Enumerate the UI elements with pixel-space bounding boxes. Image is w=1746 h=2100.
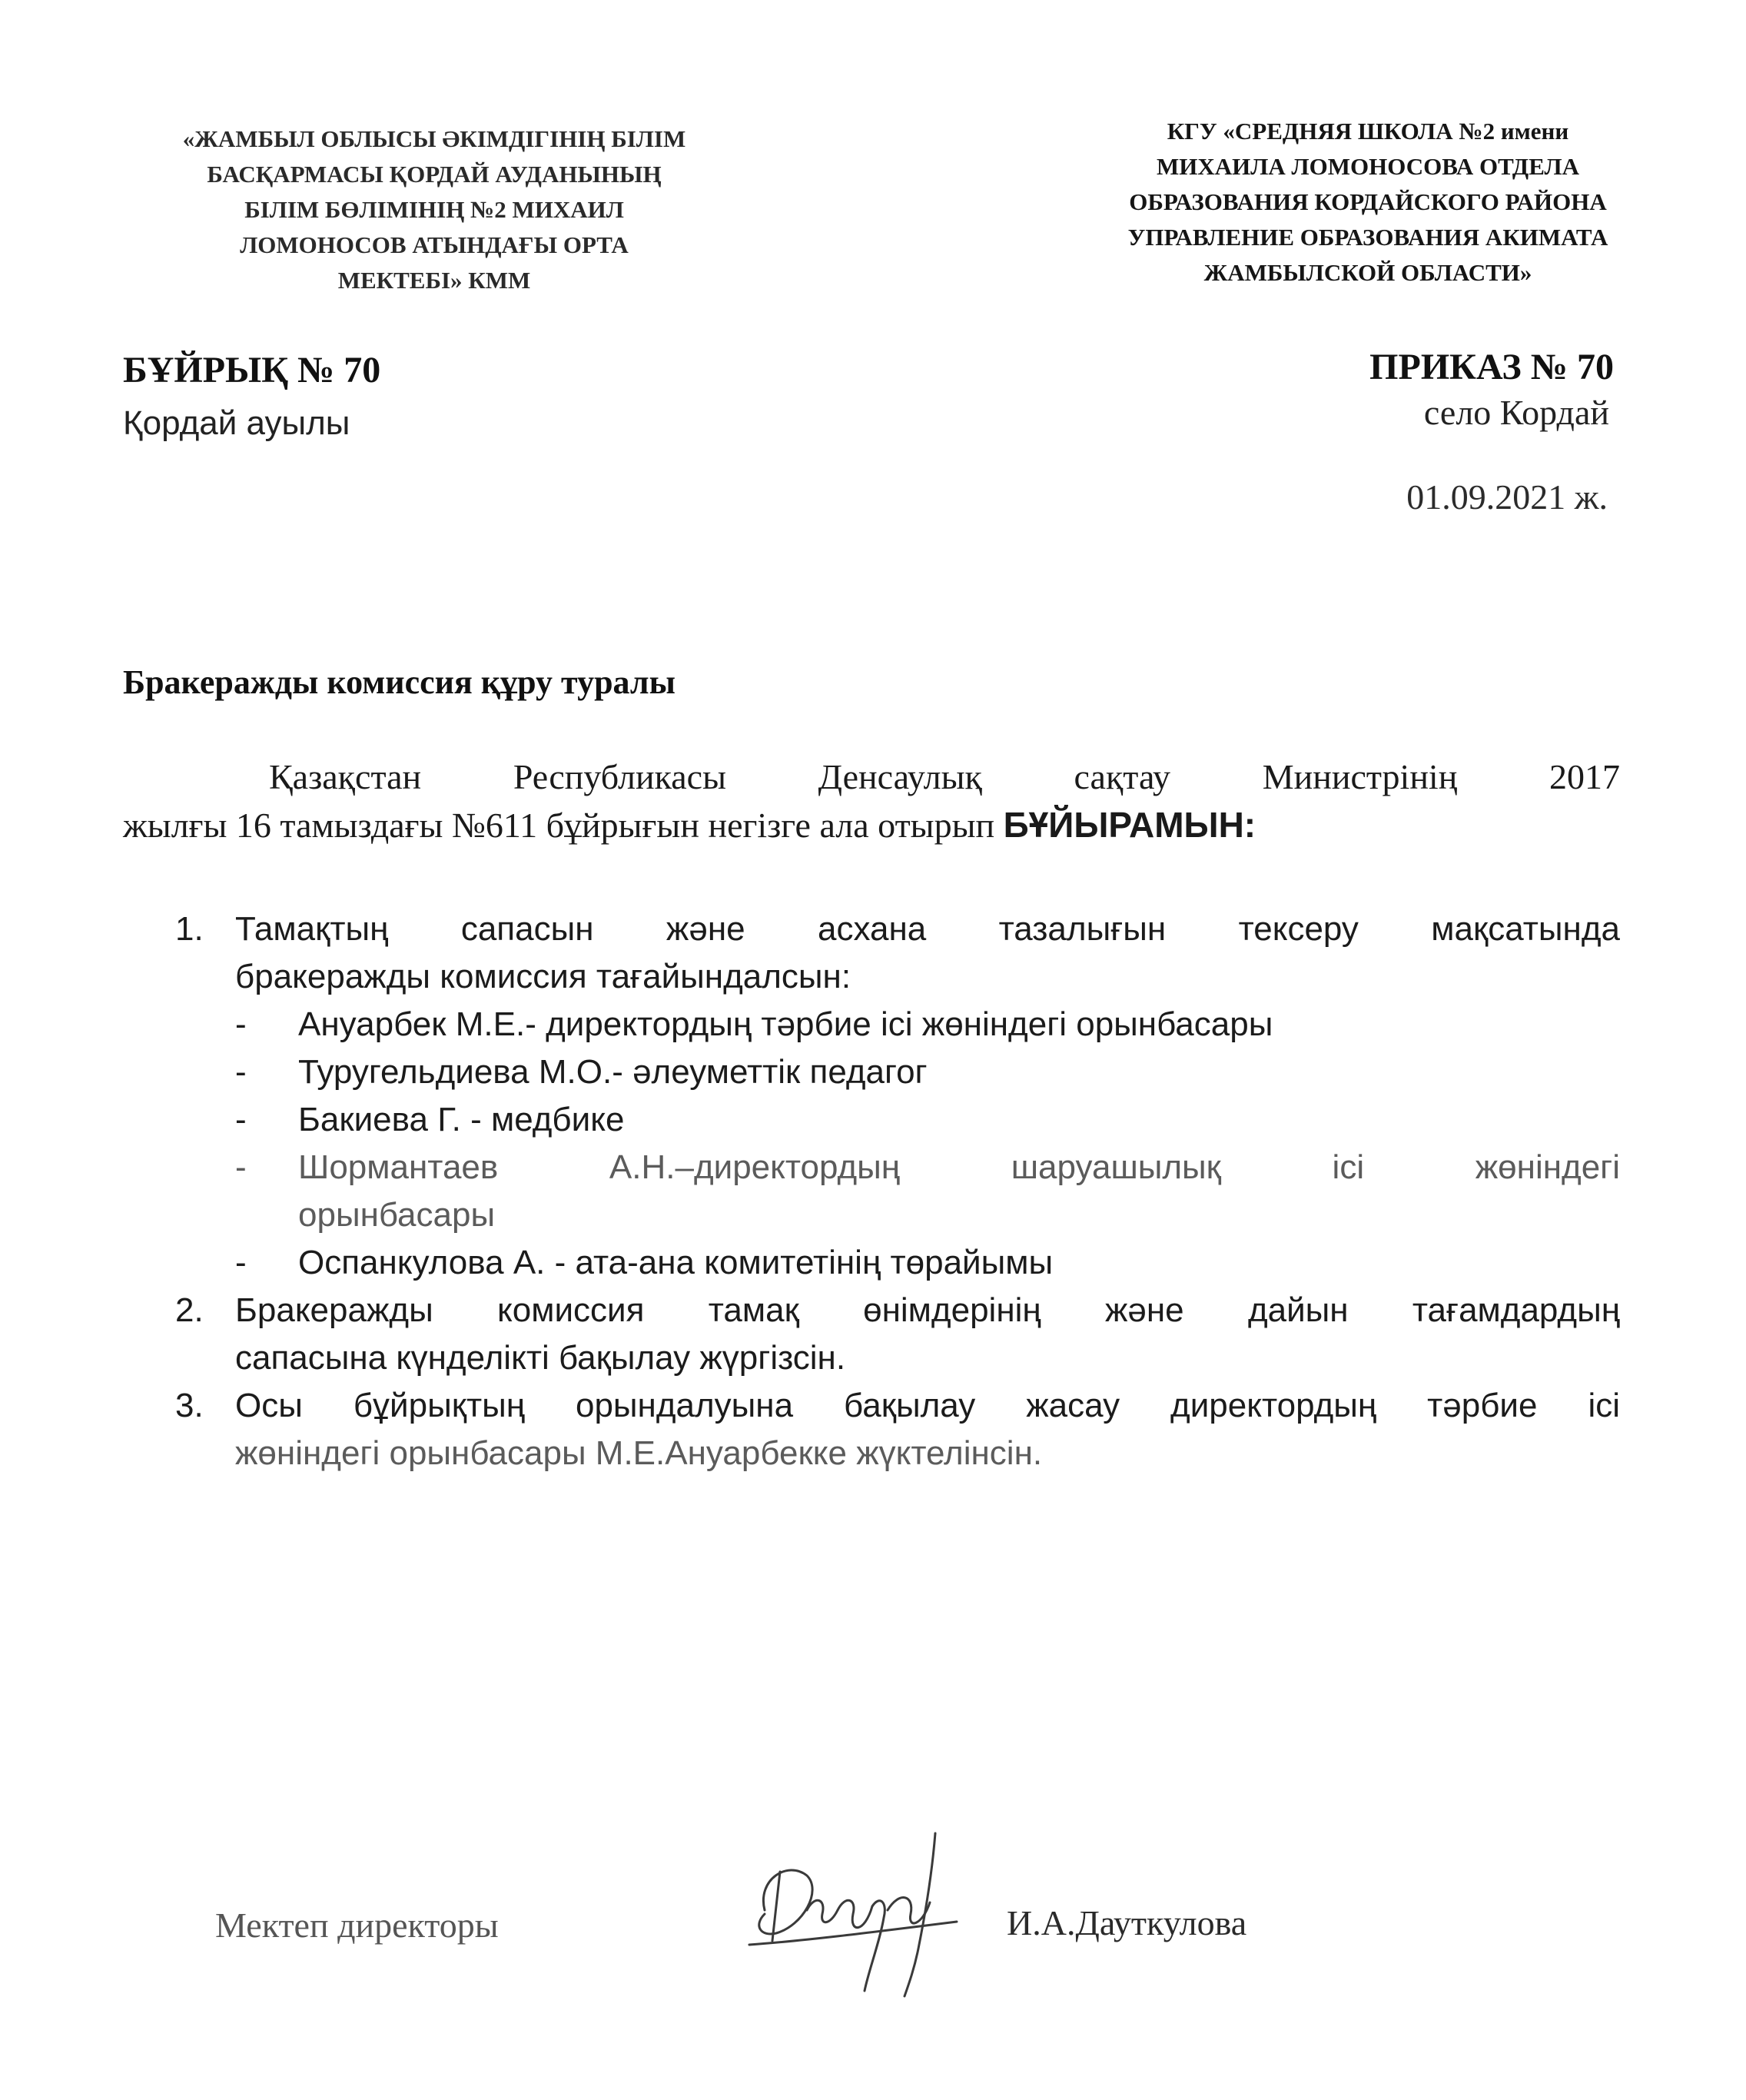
- signature-role: Мектеп директоры: [215, 1906, 499, 1945]
- signature-name: И.А.Дауткулова: [1007, 1903, 1247, 1942]
- preamble-line: [123, 801, 1620, 849]
- header-kazakh-line: «ЖАМБЫЛ ОБЛЫСЫ ӘКІМДІГІНІҢ БІЛІМ: [182, 125, 686, 152]
- header-russian-line: ЖАМБЫЛСКОЙ ОБЛАСТИ»: [1203, 259, 1532, 286]
- commission-member: [235, 1239, 1620, 1287]
- item-text-line: жөніндегі орынбасары М.Е.Ануарбекке жүктелінсін.: [235, 1434, 1043, 1472]
- order-item: [175, 1287, 1620, 1382]
- preamble-line: Қазақстан Республикасы Денсаулық сақтау Министрінің 2017: [269, 757, 1620, 796]
- member-text: Ануарбек М.Е.- директордың тәрбие ісі жөніндегі орынбасары: [298, 1005, 1273, 1043]
- handwritten-signature: [734, 1818, 964, 2002]
- order-title-russian: ПРИКАЗ № 70: [1369, 347, 1614, 387]
- item-text-line: бракеражды комиссия тағайындалсын:: [235, 958, 851, 995]
- header-kazakh-line: ЛОМОНОСОВ АТЫНДАҒЫ ОРТА: [240, 231, 629, 258]
- item-text-line: Осы бұйрықтың орындалуына бақылау жасау директордың тәрбие ісі: [235, 1387, 1620, 1424]
- commission-member: [235, 1144, 1620, 1239]
- item-number: 3.: [175, 1387, 204, 1424]
- item-number: 2.: [175, 1291, 204, 1329]
- item-text-line: Тамақтың сапасын және асхана тазалығын тексеру мақсатында: [235, 910, 1620, 948]
- list-dash: -: [235, 1244, 247, 1281]
- commission-member: [235, 1096, 1620, 1144]
- header-kazakh-line: МЕКТЕБІ» КММ: [337, 267, 531, 294]
- commission-member: [235, 1001, 1620, 1048]
- header-kazakh-line: БАСҚАРМАСЫ ҚОРДАЙ АУДАНЫНЫҢ: [207, 161, 662, 188]
- list-dash: -: [235, 1053, 247, 1091]
- commission-members: [235, 1001, 1620, 1287]
- member-text: Шормантаев А.Н.–директордың шаруашылық ісі жөніндегі: [298, 1148, 1620, 1186]
- header-russian-line: ОБРАЗОВАНИЯ КОРДАЙСКОГО РАЙОНА: [1129, 188, 1607, 215]
- list-dash: -: [235, 1005, 247, 1043]
- list-dash: -: [235, 1101, 247, 1138]
- item-text-line: Бракеражды комиссия тамақ өнімдерінің және дайын тағамдардың: [235, 1291, 1620, 1329]
- header-russian-line: УПРАВЛЕНИЕ ОБРАЗОВАНИЯ АКИМАТА: [1127, 224, 1608, 251]
- order-subject: Бракеражды комиссия құру туралы: [123, 663, 675, 701]
- member-text: орынбасары: [298, 1196, 496, 1234]
- order-items: [175, 905, 1620, 1477]
- header-russian-line: МИХАИЛА ЛОМОНОСОВА ОТДЕЛА: [1157, 153, 1579, 180]
- member-text: Оспанкулова А. - ата-ана комитетінің төрайымы: [298, 1244, 1054, 1281]
- preamble-emphasis: БҰЙЫРАМЫН:: [1003, 805, 1256, 845]
- order-date: 01.09.2021 ж.: [1406, 477, 1608, 517]
- item-number: 1.: [175, 910, 204, 948]
- preamble: [123, 753, 1620, 849]
- member-text: Туругельдиева М.О.- әлеуметтік педагог: [298, 1053, 928, 1091]
- header-russian: [1061, 114, 1675, 291]
- order-item: [175, 905, 1620, 1287]
- header-russian-line: КГУ «СРЕДНЯЯ ШКОЛА №2 имени: [1167, 118, 1569, 145]
- order-item: [175, 1382, 1620, 1477]
- order-title-kazakh: БҰЙРЫҚ № 70: [123, 350, 381, 390]
- commission-member: [235, 1048, 1620, 1096]
- member-text: Бакиева Г. - медбике: [298, 1101, 625, 1138]
- item-text-line: сапасына күнделікті бақылау жүргізсін.: [235, 1339, 846, 1377]
- place-kazakh: Қордай ауылы: [123, 404, 350, 442]
- header-kazakh-line: БІЛІМ БӨЛІМІНІҢ №2 МИХАИЛ: [244, 196, 624, 223]
- place-russian: село Кордай: [1423, 393, 1609, 432]
- list-dash: -: [235, 1148, 247, 1186]
- header-kazakh: [115, 121, 753, 298]
- preamble-text: жылғы 16 тамыздағы №611 бұйрығын негізге ала отырып: [123, 806, 995, 845]
